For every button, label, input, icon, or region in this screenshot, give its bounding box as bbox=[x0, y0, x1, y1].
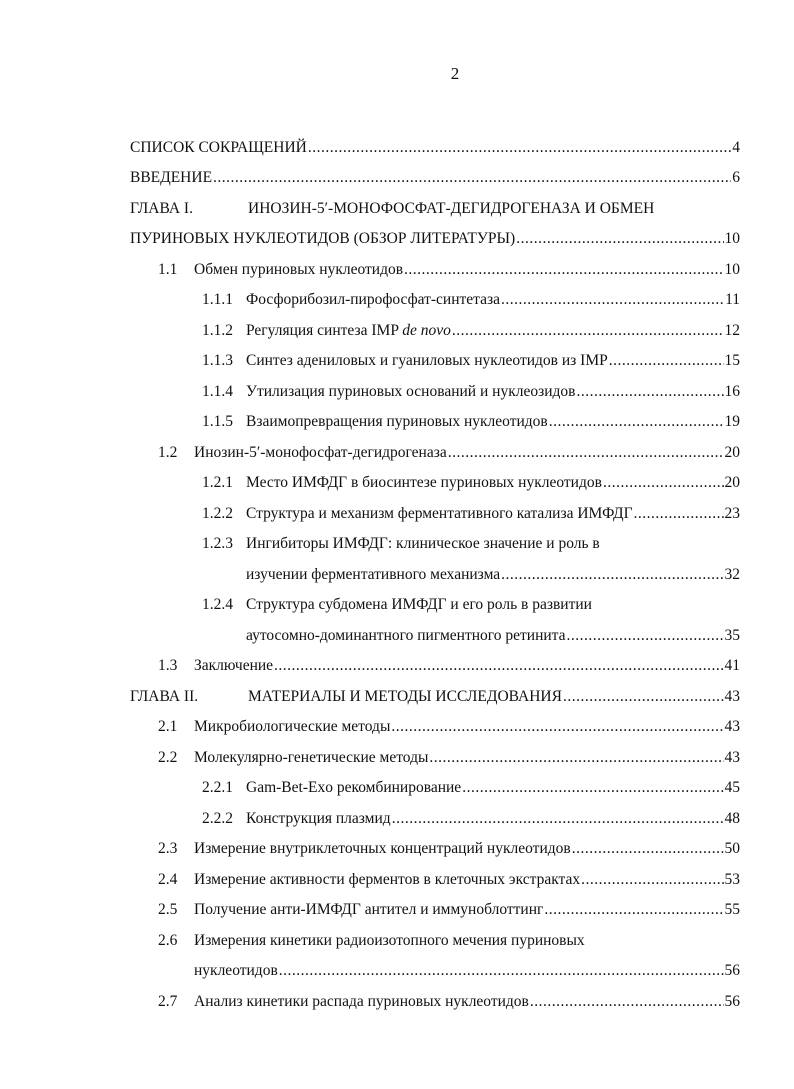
toc-entry-title: Измерение активности ферментов в клеточных экстрактах bbox=[194, 870, 581, 888]
toc-entry-1-3[interactable] bbox=[130, 645, 740, 676]
toc-leader-dots bbox=[603, 474, 724, 492]
toc-entry-number: 2.1 bbox=[158, 718, 178, 735]
toc-entry-page: 10 bbox=[724, 260, 740, 278]
toc-entry-1-1[interactable] bbox=[130, 248, 740, 279]
toc-entry-abbreviations[interactable] bbox=[130, 126, 740, 157]
toc-leader-dots bbox=[530, 993, 724, 1011]
toc-entry-1-2-4-cont[interactable] bbox=[130, 614, 740, 645]
toc-entry-number: 1.1.4 bbox=[202, 382, 233, 400]
toc-entry-1-1-4[interactable] bbox=[130, 370, 740, 401]
toc-entry-chapter-1-cont[interactable] bbox=[130, 218, 740, 249]
toc-entry-page: 20 bbox=[724, 474, 740, 491]
toc-entry-number: ГЛАВА II. bbox=[130, 687, 199, 705]
toc-leader-dots bbox=[516, 230, 723, 248]
toc-entry-1-1-3[interactable] bbox=[130, 340, 740, 371]
toc-leader-dots bbox=[501, 291, 724, 309]
toc-entry-page: 43 bbox=[724, 687, 740, 705]
toc-entry-1-2-4[interactable] bbox=[130, 584, 740, 615]
toc-entry-number: 2.7 bbox=[158, 992, 178, 1010]
toc-entry-page: 41 bbox=[724, 657, 740, 674]
toc-entry-title: ВВЕДЕНИЕ bbox=[130, 169, 213, 186]
toc-entry-title-italic: de novo bbox=[402, 321, 451, 339]
toc-leader-dots bbox=[501, 566, 723, 584]
table-of-contents bbox=[130, 126, 740, 1011]
toc-entry-title: Синтез адениловых и гуаниловых нуклеотидов из IMP bbox=[246, 352, 608, 369]
toc-leader-dots bbox=[274, 657, 723, 675]
toc-leader-dots bbox=[563, 688, 724, 706]
toc-entry-number: 1.3 bbox=[158, 657, 178, 674]
toc-entry-title: нуклеотидов bbox=[194, 962, 278, 979]
toc-entry-page: 45 bbox=[724, 779, 740, 796]
toc-entry-title: Конструкция плазмид bbox=[246, 809, 391, 827]
toc-entry-2-6-cont[interactable] bbox=[130, 950, 740, 981]
toc-leader-dots bbox=[213, 169, 731, 187]
toc-entry-title: Структура и механизм ферментативного катализа ИМФДГ bbox=[246, 504, 633, 522]
toc-entry-title: Gam-Bet-Exo рекомбинирование bbox=[246, 779, 462, 796]
toc-entry-1-2-3[interactable] bbox=[130, 523, 740, 554]
toc-entry-title: Взаимопревращения пуриновых нуклеотидов bbox=[246, 413, 548, 430]
toc-entry-page: 56 bbox=[724, 962, 740, 979]
toc-leader-dots bbox=[429, 749, 723, 767]
toc-leader-dots bbox=[609, 352, 724, 370]
toc-entry-page: 23 bbox=[724, 504, 740, 522]
toc-leader-dots bbox=[581, 871, 723, 889]
toc-entry-title: Измерения кинетики радиоизотопного мечения пуриновых bbox=[194, 931, 585, 949]
toc-leader-dots bbox=[544, 901, 723, 919]
toc-entry-number: 1.1.2 bbox=[202, 321, 233, 339]
toc-entry-page: 50 bbox=[724, 840, 740, 857]
toc-entry-chapter-1[interactable] bbox=[130, 187, 740, 218]
toc-entry-number: 1.1.3 bbox=[202, 352, 233, 369]
toc-entry-title: Структура субдомена ИМФДГ и его роль в развитии bbox=[246, 596, 592, 613]
toc-entry-title: Фосфорибозил-пирофосфат-синтетаза bbox=[246, 291, 501, 308]
toc-entry-2-3[interactable] bbox=[130, 828, 740, 859]
toc-entry-title: Измерение внутриклеточных концентраций нуклеотидов bbox=[194, 840, 571, 857]
toc-entry-page: 15 bbox=[724, 352, 740, 369]
toc-leader-dots bbox=[572, 840, 724, 858]
toc-entry-1-2-3-cont[interactable] bbox=[130, 553, 740, 584]
toc-entry-2-5[interactable] bbox=[130, 889, 740, 920]
toc-entry-title: Инозин-5′-монофосфат-дегидрогеназа bbox=[194, 443, 447, 461]
toc-entry-number: 2.2 bbox=[158, 748, 178, 766]
toc-entry-page: 16 bbox=[724, 382, 740, 400]
toc-entry-2-2[interactable] bbox=[130, 736, 740, 767]
toc-entry-page: 56 bbox=[724, 992, 740, 1010]
toc-entry-title bbox=[246, 322, 451, 340]
toc-entry-number: 2.4 bbox=[158, 870, 178, 888]
toc-entry-page: 4 bbox=[732, 138, 740, 156]
toc-leader-dots bbox=[452, 322, 724, 340]
toc-entry-1-2-1[interactable] bbox=[130, 462, 740, 493]
toc-entry-title: ИНОЗИН-5′-МОНОФОСФАТ-ДЕГИДРОГЕНАЗА И ОБМЕН bbox=[248, 199, 655, 217]
toc-entry-number: 2.2.1 bbox=[202, 779, 233, 796]
toc-entry-number: ГЛАВА I. bbox=[130, 199, 193, 217]
page-number: 2 bbox=[450, 64, 460, 83]
toc-entry-1-1-1[interactable] bbox=[130, 279, 740, 310]
toc-entry-number: 1.2.1 bbox=[202, 474, 233, 491]
toc-leader-dots bbox=[391, 718, 723, 736]
toc-entry-number: 1.1 bbox=[158, 260, 178, 278]
toc-entry-title: Молекулярно-генетические методы bbox=[194, 748, 429, 766]
toc-entry-number: 2.3 bbox=[158, 840, 178, 857]
toc-entry-title: аутосомно-доминантного пигментного ретинита bbox=[246, 626, 566, 644]
toc-entry-title: Ингибиторы ИМФДГ: клиническое значение и роль в bbox=[246, 535, 600, 552]
toc-entry-page: 35 bbox=[724, 626, 740, 644]
toc-entry-chapter-2[interactable] bbox=[130, 675, 740, 706]
toc-entry-page: 53 bbox=[724, 870, 740, 888]
toc-entry-page: 11 bbox=[725, 291, 740, 308]
toc-entry-number: 2.5 bbox=[158, 901, 178, 918]
toc-entry-2-7[interactable] bbox=[130, 980, 740, 1011]
toc-leader-dots bbox=[404, 261, 723, 279]
toc-entry-page: 43 bbox=[724, 748, 740, 766]
toc-entry-title: ПУРИНОВЫХ НУКЛЕОТИДОВ (ОБЗОР ЛИТЕРАТУРЫ) bbox=[130, 230, 516, 247]
toc-leader-dots bbox=[448, 444, 724, 462]
toc-entry-title: МАТЕРИАЛЫ И МЕТОДЫ ИССЛЕДОВАНИЯ bbox=[248, 687, 562, 705]
toc-entry-number: 2.2.2 bbox=[202, 809, 233, 827]
toc-entry-title: Получение анти-ИМФДГ антител и иммуноблоттинг bbox=[194, 901, 544, 918]
toc-entry-2-6[interactable] bbox=[130, 919, 740, 950]
toc-leader-dots bbox=[392, 810, 724, 828]
toc-entry-number: 1.2 bbox=[158, 443, 178, 461]
toc-entry-1-2[interactable] bbox=[130, 431, 740, 462]
toc-entry-title: Место ИМФДГ в биосинтезе пуриновых нуклеотидов bbox=[246, 474, 602, 491]
toc-leader-dots bbox=[462, 779, 723, 797]
toc-entry-number: 1.1.5 bbox=[202, 413, 233, 430]
toc-leader-dots bbox=[634, 505, 724, 523]
toc-entry-title-text: Регуляция синтеза IMP bbox=[246, 321, 399, 339]
toc-entry-2-2-2[interactable] bbox=[130, 797, 740, 828]
toc-entry-title: Микробиологические методы bbox=[194, 718, 391, 735]
toc-entry-title: Анализ кинетики распада пуриновых нуклеотидов bbox=[194, 992, 529, 1010]
toc-entry-1-2-2[interactable] bbox=[130, 492, 740, 523]
toc-entry-2-1[interactable] bbox=[130, 706, 740, 737]
toc-leader-dots bbox=[549, 413, 724, 431]
toc-leader-dots bbox=[567, 627, 724, 645]
toc-entry-number: 2.6 bbox=[158, 931, 178, 949]
toc-entry-number: 1.2.2 bbox=[202, 504, 233, 522]
toc-entry-page: 55 bbox=[724, 901, 740, 918]
toc-entry-title: Заключение bbox=[194, 657, 274, 674]
toc-entry-title: Обмен пуриновых нуклеотидов bbox=[194, 260, 404, 278]
toc-entry-introduction[interactable] bbox=[130, 157, 740, 188]
toc-leader-dots bbox=[576, 383, 723, 401]
toc-entry-page: 43 bbox=[724, 718, 740, 735]
toc-leader-dots bbox=[279, 962, 724, 980]
toc-entry-title: СПИСОК СОКРАЩЕНИЙ bbox=[130, 138, 307, 156]
toc-entry-page: 6 bbox=[732, 169, 740, 186]
toc-entry-number: 1.2.4 bbox=[202, 596, 233, 613]
toc-entry-page: 20 bbox=[724, 443, 740, 461]
toc-entry-page: 48 bbox=[724, 809, 740, 827]
toc-entry-page: 19 bbox=[724, 413, 740, 430]
toc-entry-1-1-5[interactable] bbox=[130, 401, 740, 432]
toc-entry-page: 10 bbox=[724, 230, 740, 247]
toc-entry-page: 32 bbox=[724, 565, 740, 583]
toc-entry-2-2-1[interactable] bbox=[130, 767, 740, 798]
toc-leader-dots bbox=[308, 139, 731, 157]
toc-entry-2-4[interactable] bbox=[130, 858, 740, 889]
toc-entry-number: 1.2.3 bbox=[202, 535, 233, 552]
toc-entry-number: 1.1.1 bbox=[202, 291, 233, 308]
toc-entry-page: 12 bbox=[724, 321, 740, 339]
toc-entry-1-1-2[interactable] bbox=[130, 309, 740, 340]
toc-entry-title: Утилизация пуриновых оснований и нуклеозидов bbox=[246, 382, 576, 400]
toc-entry-title: изучении ферментативного механизма bbox=[246, 565, 501, 583]
